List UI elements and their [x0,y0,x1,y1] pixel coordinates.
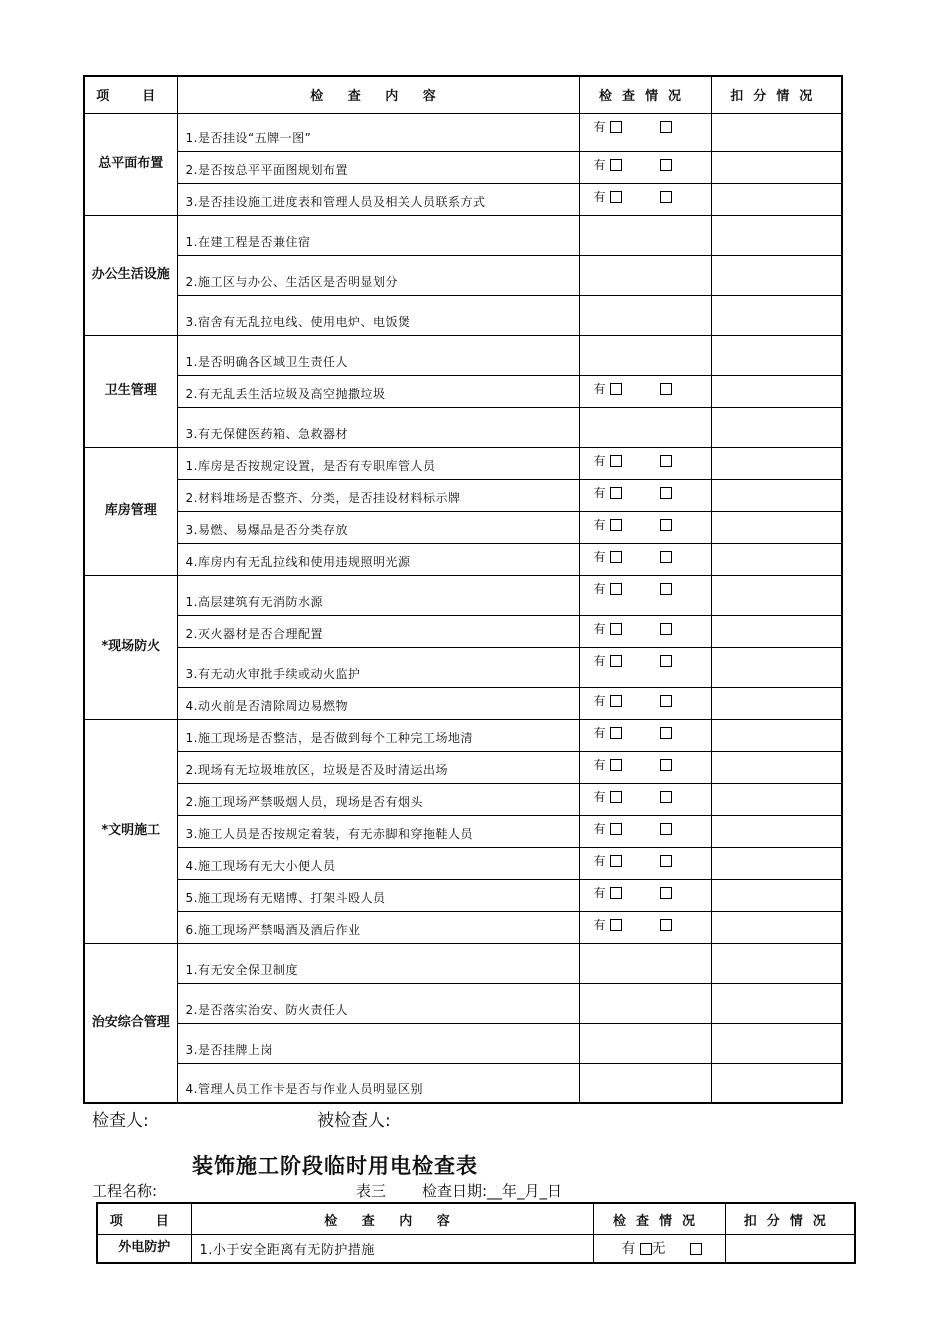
item-text: 2.是否落实治安、防火责任人 [177,983,579,1023]
checkbox-no[interactable] [660,823,672,835]
table-row [84,911,842,943]
checkbox-no[interactable] [660,623,672,635]
table-row [84,113,842,151]
yes-label: 有 [593,581,606,596]
deduction-cell[interactable] [711,687,842,719]
checkbox-no[interactable] [660,551,672,563]
item-text: 2.是否按总平平面图规划布置 [177,151,579,183]
category-cell: 办公生活设施 [84,215,177,335]
check-cell [579,151,711,183]
checkbox-no[interactable] [660,695,672,707]
inspected-label: 被检查人: [317,1111,391,1131]
header-content: 检 查 内 容 [177,76,579,113]
check-cell[interactable] [579,943,711,983]
deduction-cell[interactable] [711,719,842,751]
table-row [84,183,842,215]
header-content: 检 查 内 容 [191,1203,593,1235]
yes-label: 有 [593,725,606,740]
yes-label: 有 [593,119,606,134]
table-row [84,879,842,911]
checkbox-yes[interactable] [610,487,622,499]
checkbox-no[interactable] [660,855,672,867]
check-cell [579,751,711,783]
table-number: 表三 [356,1182,387,1200]
checkbox-no[interactable] [660,121,672,133]
item-text: 3.有无保健医药箱、急救器材 [177,407,579,447]
deduction-cell[interactable] [711,151,842,183]
table-row [84,543,842,575]
checkbox-yes[interactable] [610,191,622,203]
check-cell [593,1235,725,1263]
deduction-cell[interactable] [711,647,842,687]
table-row [84,479,842,511]
yes-label: 有 [593,821,606,836]
table-row [84,847,842,879]
deduction-cell[interactable] [711,1063,842,1103]
yes-label: 有 [593,485,606,500]
check-cell [579,719,711,751]
deduction-cell[interactable] [711,113,842,151]
category-cell: 库房管理 [84,447,177,575]
table-row [84,447,842,479]
header-deduction: 扣分情况 [725,1203,855,1235]
checkbox-yes[interactable] [610,121,622,133]
checkbox-yes[interactable] [610,551,622,563]
deduction-cell[interactable] [711,615,842,647]
yes-label: 有 [593,189,606,204]
check-cell [579,879,711,911]
table-row [84,615,842,647]
table-row [84,783,842,815]
yes-label: 有 [593,885,606,900]
table-row [84,215,842,255]
table-row [84,983,842,1023]
check-cell [579,447,711,479]
item-text: 1.库房是否按规定设置，是否有专职库管人员 [177,447,579,479]
deduction-cell[interactable] [711,543,842,575]
check-cell [579,375,711,407]
checkbox-no[interactable] [660,759,672,771]
checkbox-yes[interactable] [610,655,622,667]
category-cell: *现场防火 [84,575,177,719]
check-cell[interactable] [579,335,711,375]
item-text: 1.小于安全距离有无防护措施 [191,1235,593,1263]
check-cell [579,783,711,815]
inspection-date-label: 检查日期:__年_月_日 [422,1182,563,1200]
deduction-cell[interactable] [711,911,842,943]
header-item: 项 目 [84,76,177,113]
table-row [84,815,842,847]
item-text: 1.在建工程是否兼住宿 [177,215,579,255]
check-cell[interactable] [579,1063,711,1103]
yes-label: 有 [593,381,606,396]
checkbox-yes[interactable] [610,695,622,707]
check-cell[interactable] [579,255,711,295]
table-row [84,335,842,375]
item-text: 3.易燃、易爆品是否分类存放 [177,511,579,543]
table-row [84,647,842,687]
item-text: 3.施工人员是否按规定着装，有无赤脚和穿拖鞋人员 [177,815,579,847]
table-row [84,295,842,335]
inspection-table [83,75,843,1104]
check-cell [579,911,711,943]
checkbox-yes[interactable] [610,855,622,867]
table-row [84,407,842,447]
inspector-label: 检查人: [92,1111,149,1131]
item-text: 5.施工现场有无赌博、打架斗殴人员 [177,879,579,911]
checkbox-no[interactable] [660,159,672,171]
yes-label: 有 [593,693,606,708]
item-text: 4.管理人员工作卡是否与作业人员明显区别 [177,1063,579,1103]
checkbox-no[interactable] [660,519,672,531]
item-text: 4.动火前是否清除周边易燃物 [177,687,579,719]
deduction-cell[interactable] [711,479,842,511]
check-cell [579,615,711,647]
table-row [97,1235,855,1263]
checkbox-no[interactable] [660,383,672,395]
yes-label: 有 [593,157,606,172]
table-row [84,751,842,783]
item-text: 1.是否明确各区域卫生责任人 [177,335,579,375]
deduction-cell[interactable] [711,215,842,255]
item-text: 3.有无动火审批手续或动火监护 [177,647,579,687]
yes-label: 有 [593,453,606,468]
checkbox-no[interactable] [660,919,672,931]
checkbox-yes[interactable] [610,519,622,531]
check-cell [579,687,711,719]
checkbox-yes[interactable] [610,919,622,931]
table-row [84,255,842,295]
check-cell[interactable] [579,407,711,447]
deduction-cell[interactable] [711,407,842,447]
yes-label: 有 [593,917,606,932]
header-check: 检查情况 [593,1203,725,1235]
checkbox-yes[interactable] [610,759,622,771]
category-cell: 卫生管理 [84,335,177,447]
checkbox-yes[interactable] [610,823,622,835]
yes-label: 有 [593,789,606,804]
check-cell [579,113,711,151]
deduction-cell[interactable] [725,1235,855,1263]
category-cell: 治安综合管理 [84,943,177,1103]
table-row [84,375,842,407]
electric-inspection-table [96,1202,856,1264]
check-cell [579,575,711,615]
item-text: 2.施工区与办公、生活区是否明显划分 [177,255,579,295]
header-check: 检查情况 [579,76,711,113]
table-row [84,511,842,543]
item-text: 6.施工现场严禁喝酒及酒后作业 [177,911,579,943]
deduction-cell[interactable] [711,943,842,983]
deduction-cell[interactable] [711,847,842,879]
table-row [84,687,842,719]
checkbox-yes[interactable] [610,623,622,635]
table-row [84,1063,842,1103]
checkbox-yes[interactable] [610,583,622,595]
category-cell: 外电防护 [97,1235,191,1263]
table-row [84,719,842,751]
item-text: 4.库房内有无乱拉线和使用违规照明光源 [177,543,579,575]
deduction-cell[interactable] [711,815,842,847]
checkbox-no[interactable] [660,191,672,203]
deduction-cell[interactable] [711,511,842,543]
checkbox-no[interactable] [660,655,672,667]
item-text: 4.施工现场有无大小便人员 [177,847,579,879]
deduction-cell[interactable] [711,783,842,815]
yes-label: 有 [593,853,606,868]
yes-label: 有 [593,757,606,772]
item-text: 3.是否挂设施工进度表和管理人员及相关人员联系方式 [177,183,579,215]
item-text: 1.有无安全保卫制度 [177,943,579,983]
item-text: 2.材料堆场是否整齐、分类，是否挂设材料标示牌 [177,479,579,511]
checkbox-no[interactable] [660,583,672,595]
item-text: 3.宿舍有无乱拉电线、使用电炉、电饭煲 [177,295,579,335]
check-cell[interactable] [579,295,711,335]
deduction-cell[interactable] [711,375,842,407]
checkbox-no[interactable] [660,791,672,803]
table2-header-row [97,1203,855,1235]
check-cell [579,847,711,879]
checkbox-no[interactable] [690,1243,702,1255]
checkbox-no[interactable] [660,455,672,467]
item-text: 1.高层建筑有无消防水源 [177,575,579,615]
checkbox-yes[interactable] [610,887,622,899]
deduction-cell[interactable] [711,983,842,1023]
checkbox-yes[interactable] [640,1243,652,1255]
header-deduction: 扣分情况 [711,76,842,113]
checkbox-yes[interactable] [610,727,622,739]
deduction-cell[interactable] [711,751,842,783]
item-text: 2.施工现场严禁吸烟人员，现场是否有烟头 [177,783,579,815]
category-cell: 总平面布置 [84,113,177,215]
deduction-cell[interactable] [711,183,842,215]
check-cell [579,183,711,215]
checkbox-no[interactable] [660,727,672,739]
check-cell [579,511,711,543]
table2-title: 装饰施工阶段临时用电检查表 [192,1154,478,1178]
item-text: 1.施工现场是否整洁，是否做到每个工种完工场地清 [177,719,579,751]
table-header-row [84,76,842,113]
check-cell[interactable] [579,1023,711,1063]
check-cell [579,479,711,511]
yes-label: 有 [593,621,606,636]
deduction-cell[interactable] [711,879,842,911]
check-cell [579,815,711,847]
table-row [84,575,842,615]
item-text: 1.是否挂设“五牌一图” [177,113,579,151]
checkbox-no[interactable] [660,887,672,899]
deduction-cell[interactable] [711,255,842,295]
check-cell [579,543,711,575]
category-cell: *文明施工 [84,719,177,943]
checkbox-yes[interactable] [610,455,622,467]
item-text: 2.有无乱丢生活垃圾及高空抛撒垃圾 [177,375,579,407]
checkbox-yes[interactable] [610,159,622,171]
check-cell[interactable] [579,215,711,255]
checkbox-yes[interactable] [610,383,622,395]
deduction-cell[interactable] [711,335,842,375]
deduction-cell[interactable] [711,1023,842,1063]
checkbox-no[interactable] [660,487,672,499]
project-name-label: 工程名称: [92,1182,158,1200]
deduction-cell[interactable] [711,295,842,335]
yes-label: 有 [593,549,606,564]
deduction-cell[interactable] [711,575,842,615]
checkbox-yes[interactable] [610,791,622,803]
table-row [84,151,842,183]
check-cell [579,647,711,687]
deduction-cell[interactable] [711,447,842,479]
item-text: 2.现场有无垃圾堆放区，垃圾是否及时清运出场 [177,751,579,783]
table-row [84,1023,842,1063]
item-text: 3.是否挂牌上岗 [177,1023,579,1063]
item-text: 2.灭火器材是否合理配置 [177,615,579,647]
yes-label: 有 [621,1241,636,1258]
table-row [84,943,842,983]
no-label: 无 [651,1241,666,1258]
header-item: 项 目 [97,1203,191,1235]
yes-label: 有 [593,517,606,532]
yes-label: 有 [593,653,606,668]
check-cell[interactable] [579,983,711,1023]
